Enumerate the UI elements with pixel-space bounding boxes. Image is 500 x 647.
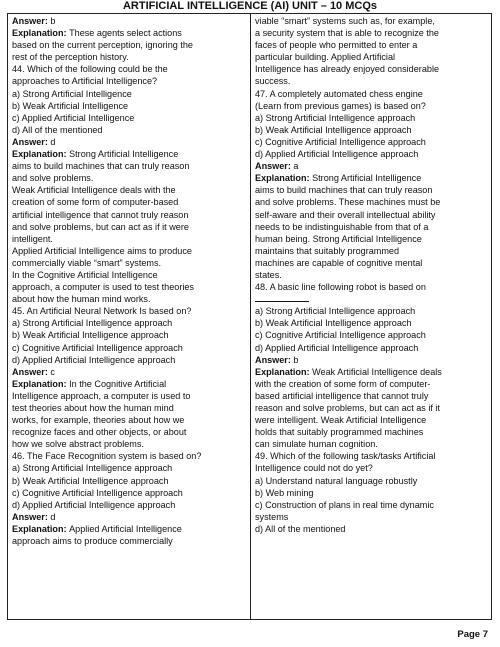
line-label: Answer: bbox=[255, 354, 294, 365]
answer-blank bbox=[255, 293, 492, 305]
text-line: creation of some form of computer-based bbox=[12, 197, 179, 208]
labeled-line bbox=[12, 27, 249, 39]
text-line: human being. Strong Artificial Intelligence bbox=[255, 233, 422, 244]
text-line: (Learn from previous games) is based on? bbox=[255, 100, 426, 111]
text-line: a) Understand natural language robustly bbox=[255, 475, 418, 486]
text-line: c) Cognitive Artificial Intelligence approach bbox=[12, 342, 183, 353]
text-line: 48. A basic line following robot is based on bbox=[255, 282, 426, 293]
text-line: Weak Artificial Intelligence deals with the bbox=[12, 185, 176, 196]
text-line: a) Strong Artificial Intelligence bbox=[12, 88, 132, 99]
line-label: Explanation: bbox=[255, 173, 313, 184]
text-line: a) Strong Artificial Intelligence approach bbox=[12, 318, 173, 329]
labeled-line bbox=[255, 366, 492, 378]
text-line: c) Construction of plans in real time dynamic bbox=[255, 499, 434, 510]
text-line: rest of the perception history. bbox=[12, 52, 129, 63]
text-line: success. bbox=[255, 76, 291, 87]
text-line: a) Strong Artificial Intelligence approach bbox=[255, 112, 416, 123]
text-line: approaches to Artificial Intelligence? bbox=[12, 76, 158, 87]
text-line: a) Strong Artificial Intelligence approach bbox=[12, 463, 173, 474]
labeled-line bbox=[255, 160, 492, 172]
text-line: based artificial intelligence that cannot truly bbox=[255, 390, 429, 401]
text-line: were intelligent. Weak Artificial Intelligence bbox=[255, 415, 427, 426]
text-line: b) Web mining bbox=[255, 487, 314, 498]
text-line: can simulate human cognition. bbox=[255, 439, 378, 450]
text-line: In the Cognitive Artificial Intelligence bbox=[12, 269, 158, 280]
text-line: Applied Artificial Intelligence aims to produce bbox=[12, 245, 192, 256]
text-line: c) Cognitive Artificial Intelligence approach bbox=[255, 330, 426, 341]
text-line: artificial intelligence that cannot truly reason bbox=[12, 209, 189, 220]
text-line: based on the current perception, ignoring the bbox=[12, 40, 193, 51]
text-line: aims to build machines that can truly reason bbox=[12, 161, 190, 172]
text-line: aims to build machines that can truly reason bbox=[255, 185, 433, 196]
text-line: approach, a computer is used to test theories bbox=[12, 282, 194, 293]
text-line: maintains that suitably programmed bbox=[255, 245, 400, 256]
text-line: with the creation of some form of computer- bbox=[255, 378, 431, 389]
text-line: 46. The Face Recognition system is based on? bbox=[12, 451, 202, 462]
line-label: Explanation: bbox=[12, 523, 70, 534]
text-line: recognize faces and other objects, or about bbox=[12, 427, 187, 438]
text-line: reason and solve problems, but can act as if it bbox=[255, 403, 441, 413]
text-line: 44. Which of the following could be the bbox=[12, 64, 168, 75]
text-line: and solve problems. bbox=[12, 173, 94, 184]
text-line: machines are capable of cognitive mental bbox=[255, 257, 423, 268]
line-label: Explanation: bbox=[255, 366, 313, 377]
text-line: 47. A completely automated chess engine bbox=[255, 88, 423, 99]
labeled-line bbox=[255, 172, 492, 184]
text-line: a security system that is able to recognize the bbox=[255, 28, 439, 39]
line-text: Strong Artificial Intelligence bbox=[312, 173, 422, 184]
line-label: Explanation: bbox=[12, 378, 70, 389]
text-line: 49. Which of the following task/tasks Artificial bbox=[255, 451, 436, 462]
text-line: holds that suitably programmed machines bbox=[255, 427, 424, 438]
text-line: Intelligence has already enjoyed considerable bbox=[255, 64, 440, 75]
text-line: intelligent. bbox=[12, 233, 53, 244]
text-line: d) Applied Artificial Intelligence approach bbox=[255, 149, 419, 160]
line-text: These agents select actions bbox=[69, 28, 182, 39]
line-label: Answer: bbox=[12, 511, 51, 522]
labeled-line bbox=[12, 136, 249, 148]
line-text: c bbox=[50, 366, 55, 377]
text-line: particular building. Applied Artificial bbox=[255, 52, 396, 63]
text-line: d) Applied Artificial Intelligence approach bbox=[12, 499, 176, 510]
labeled-line bbox=[12, 366, 249, 378]
text-line: self-aware and their overall intellectual ability bbox=[255, 209, 436, 220]
labeled-line bbox=[12, 511, 249, 523]
right-column bbox=[255, 15, 492, 535]
line-label: Explanation: bbox=[12, 28, 70, 39]
text-line: c) Cognitive Artificial Intelligence approach bbox=[255, 136, 426, 147]
text-line: d) Applied Artificial Intelligence approach bbox=[255, 342, 419, 353]
line-text: Strong Artificial Intelligence bbox=[69, 149, 179, 160]
text-line: d) Applied Artificial Intelligence approach bbox=[12, 354, 176, 365]
text-line: works, for example, theories about how we bbox=[12, 415, 185, 426]
line-label: Answer: bbox=[12, 136, 51, 147]
labeled-line bbox=[12, 15, 249, 27]
line-label: Answer: bbox=[12, 366, 51, 377]
line-label: Explanation: bbox=[12, 149, 70, 160]
line-text: a bbox=[293, 161, 299, 172]
text-line: Intelligence approach, a computer is used to bbox=[12, 390, 191, 401]
text-line: test theories about how the human mind bbox=[12, 403, 174, 413]
text-line: b) Weak Artificial Intelligence approach bbox=[12, 475, 169, 486]
line-text: b bbox=[50, 16, 56, 26]
labeled-line bbox=[255, 354, 492, 366]
line-label: Answer: bbox=[255, 161, 294, 172]
text-line: faces of people who permitted to enter a bbox=[255, 40, 418, 51]
line-text: In the Cognitive Artificial bbox=[69, 378, 167, 389]
text-line: 45. An Artificial Neural Network Is based on? bbox=[12, 306, 192, 317]
text-line: b) Weak Artificial Intelligence bbox=[12, 100, 129, 111]
text-line: states. bbox=[255, 269, 282, 280]
text-line: commercially viable “smart” systems. bbox=[12, 257, 162, 268]
text-line: b) Weak Artificial Intelligence approach bbox=[255, 318, 412, 329]
text-line: and solve problems, but can act as if it were bbox=[12, 221, 189, 232]
text-line: and solve problems. These machines must be bbox=[255, 197, 441, 208]
line-label: Answer: bbox=[12, 16, 51, 26]
left-column bbox=[12, 15, 249, 547]
line-text: b bbox=[293, 354, 299, 365]
text-line: a) Strong Artificial Intelligence approach bbox=[255, 306, 416, 317]
labeled-line bbox=[12, 148, 249, 160]
text-line: c) Cognitive Artificial Intelligence approach bbox=[12, 487, 183, 498]
column-divider bbox=[250, 13, 251, 620]
text-line: Intelligence could not do yet? bbox=[255, 463, 373, 474]
line-text: d bbox=[50, 511, 56, 522]
page-number: Page 7 bbox=[457, 629, 488, 640]
text-line: about how the human mind works. bbox=[12, 294, 151, 305]
text-line: needs to be indistinguishable from that of a bbox=[255, 221, 429, 232]
blank-underline bbox=[255, 293, 309, 302]
labeled-line bbox=[12, 523, 249, 535]
labeled-line bbox=[12, 378, 249, 390]
text-line: approach aims to produce commercially bbox=[12, 536, 173, 547]
text-line: c) Applied Artificial Intelligence bbox=[12, 112, 135, 123]
text-line: d) All of the mentioned bbox=[12, 124, 103, 135]
text-line: how we solve abstract problems. bbox=[12, 439, 144, 450]
line-text: Weak Artificial Intelligence deals bbox=[312, 366, 442, 377]
text-line: d) All of the mentioned bbox=[255, 523, 346, 534]
text-line: viable “smart” systems such as, for example, bbox=[255, 16, 435, 26]
page-header: ARTIFICIAL INTELLIGENCE (AI) UNIT – 10 MCQs bbox=[122, 0, 378, 12]
line-text: d bbox=[50, 136, 56, 147]
text-line: systems bbox=[255, 511, 289, 522]
text-line: b) Weak Artificial Intelligence approach bbox=[12, 330, 169, 341]
text-line: b) Weak Artificial Intelligence approach bbox=[255, 124, 412, 135]
line-text: Applied Artificial Intelligence bbox=[69, 523, 182, 534]
